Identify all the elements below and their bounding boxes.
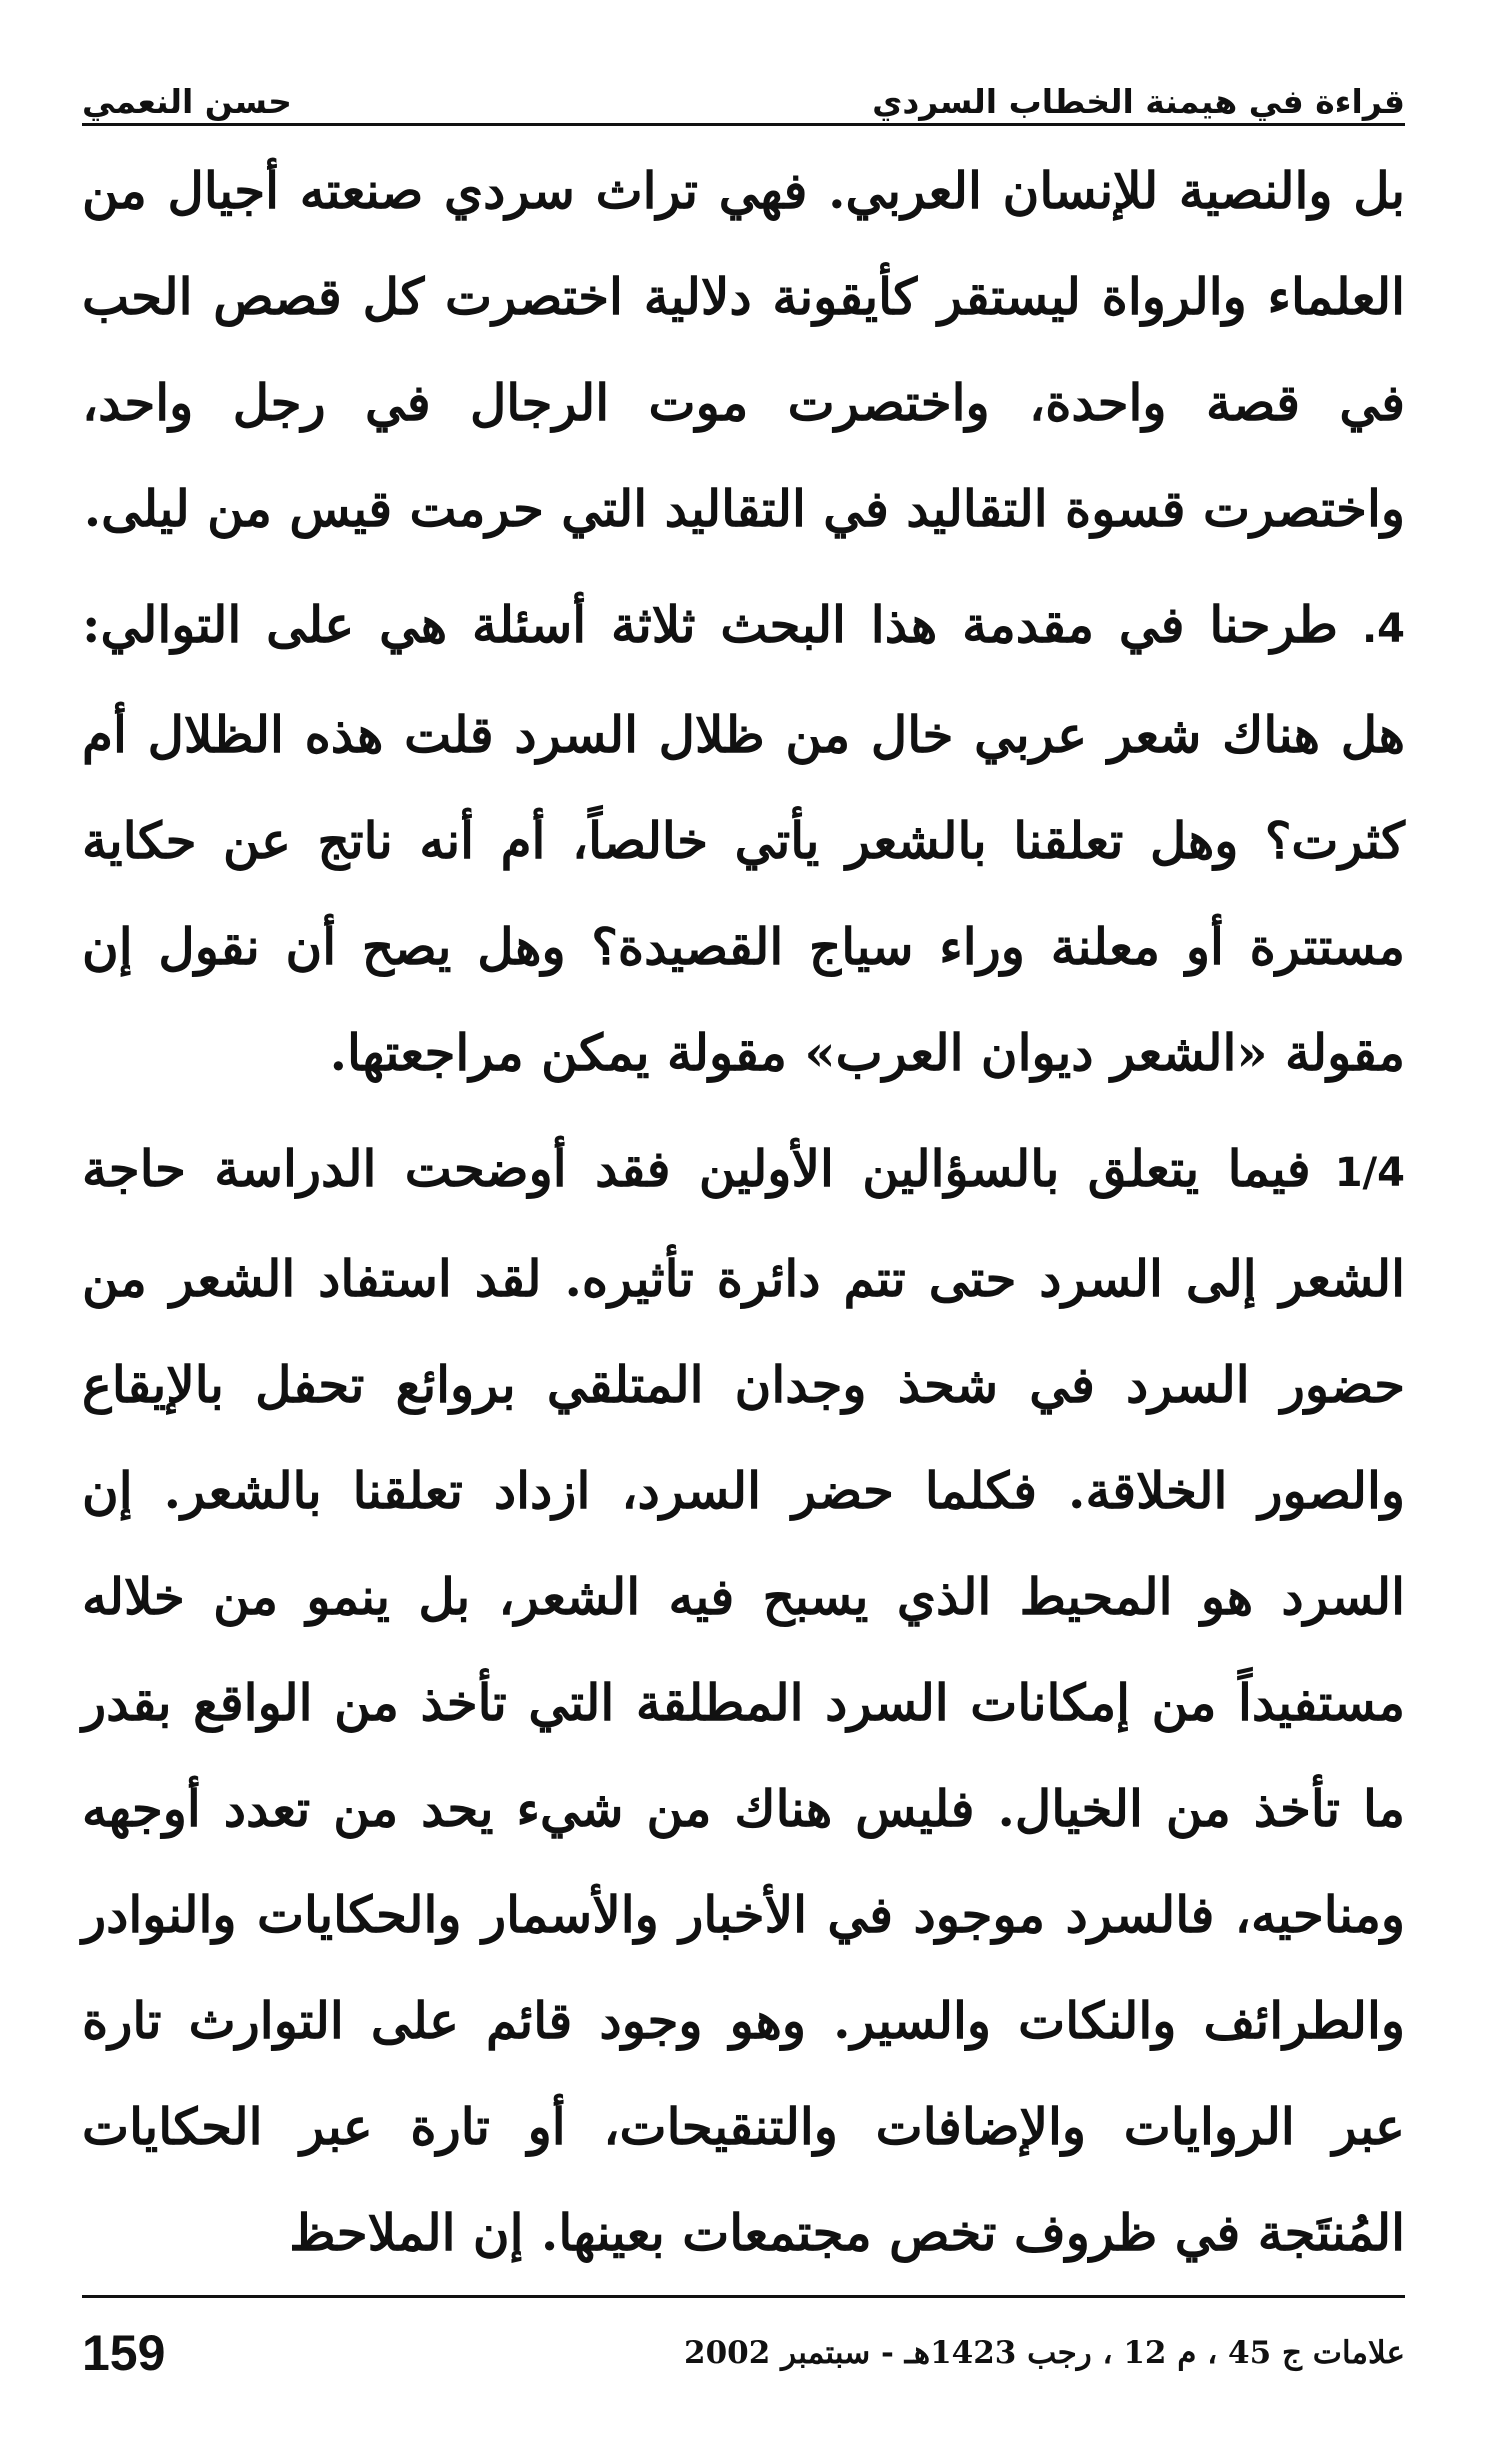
body-text <box>82 138 1405 2286</box>
paragraph-3-text: فيما يتعلق بالسؤالين الأولين فقد أوضحت الدراسة حاجة الشعر إلى السرد حتى تتم دائرة تأثيره. لقد استفاد الشعر من حضور السرد في شحذ وجدان المتلقي بروائع تحفل بالإيقاع والصور الخلاقة. فكلما حضر السرد، ازداد تعلقنا بالشعر. إن السرد هو المحيط الذي يسبح فيه الشعر، بل ينمو من خلاله مستفيداً من إمكانات السرد المطلقة التي تأخذ من الواقع بقدر ما تأخذ من الخيال. فليس هناك من شيء يحد من تعدد أوجهه ومناحيه، فالسرد موجود في الأخبار والأسمار والحكايات والنوادر والطرائف والنكات والسير. وهو وجود قائم على التوارث تارة عبر الروايات والإضافات والتنقيحات، أو تارة عبر الحكايات المُنتَجة في ظروف تخص مجتمعات بعينها. إن الملاحظ <box>82 1139 1405 2262</box>
footer-journal-info: علامات ج 45 ، م 12 ، رجب 1423هـ - سبتمبر 2002 <box>684 2335 1405 2371</box>
footer-rule <box>82 2295 1405 2298</box>
header-rule <box>82 123 1405 126</box>
paragraph-1 <box>82 138 1405 562</box>
header-author: حسن النعمي <box>82 82 292 121</box>
paragraph-3-number: 1/4 <box>1334 1150 1405 1196</box>
page-number: 159 <box>82 2325 166 2381</box>
page-footer <box>82 2318 1405 2388</box>
paragraph-2-number: 4. <box>1361 606 1405 652</box>
paragraph-3 <box>82 1116 1405 2286</box>
paragraph-2-text: طرحنا في مقدمة هذا البحث ثلاثة أسئلة هي على التوالي: هل هناك شعر عربي خال من ظلال السرد قلت هذه الظلال أم كثرت؟ وهل تعلقنا بالشعر يأتي خالصاً، أم أنه ناتج عن حكاية مستترة أو معلنة وراء سياج القصيدة؟ وهل يصح أن نقول إن مقولة «الشعر ديوان العرب» مقولة يمكن مراجعتها. <box>82 595 1405 1082</box>
paragraph-2 <box>82 572 1405 1106</box>
header-title: قراءة في هيمنة الخطاب السردي <box>872 82 1405 121</box>
running-header <box>82 48 1405 121</box>
paragraph-1-text: بل والنصية للإنسان العربي. فهي تراث سردي صنعته أجيال من العلماء والرواة ليستقر كأيقونة دلالية اختصرت كل قصص الحب في قصة واحدة، واختصرت موت الرجال في رجل واحد، واختصرت قسوة التقاليد في التقاليد التي حرمت قيس من ليلى. <box>82 161 1405 538</box>
